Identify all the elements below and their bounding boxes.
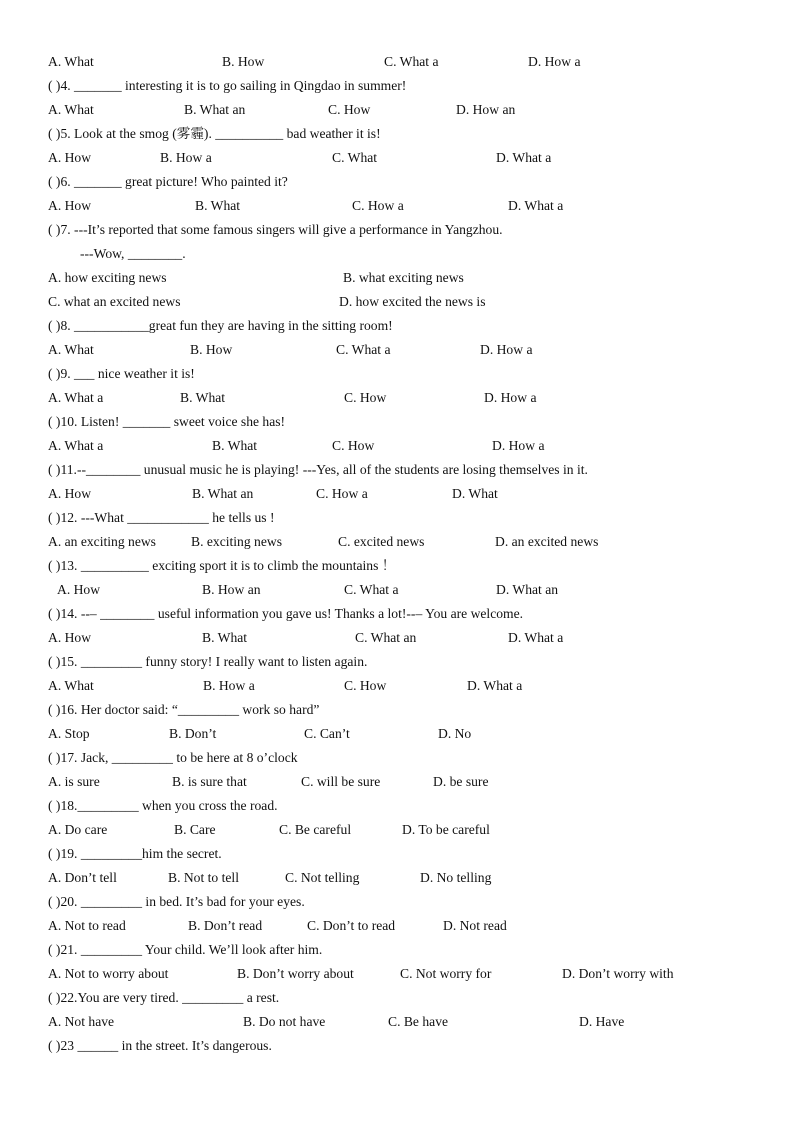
answer-option: C. What an <box>355 630 417 645</box>
answer-option: C. Not telling <box>285 870 360 885</box>
question-row <box>0 170 794 194</box>
answer-option: C. Don’t to read <box>307 918 396 933</box>
answer-option: B. What <box>212 438 258 453</box>
option-row <box>0 962 794 986</box>
question-row <box>0 410 794 434</box>
answer-option: C. What a <box>336 342 391 357</box>
answer-option: D. No <box>438 726 472 741</box>
answer-option: C. How a <box>352 198 404 213</box>
answer-option: D. What a <box>508 630 564 645</box>
answer-option: B. Don’t <box>169 726 217 741</box>
answer-option: B. What <box>180 390 226 405</box>
answer-option: D. What a <box>496 150 552 165</box>
answer-option: A. What a <box>48 390 104 405</box>
answer-option: B. How an <box>202 582 261 597</box>
answer-option: B. is sure that <box>172 774 247 789</box>
option-row <box>0 482 794 506</box>
answer-option: D. Don’t worry with <box>562 966 674 981</box>
answer-option: C. what an excited news <box>48 294 181 309</box>
answer-option: B. What <box>202 630 248 645</box>
question-row <box>0 362 794 386</box>
answer-option: D. What an <box>496 582 559 597</box>
answer-option: C. How <box>332 438 375 453</box>
answer-option: C. Be careful <box>279 822 352 837</box>
answer-option: A. Not to worry about <box>48 966 169 981</box>
question-text: ( )6. _______ great picture! Who painted it? <box>48 174 288 189</box>
question-text: ( )7. ---It’s reported that some famous singers will give a performance in Yangzhou. <box>48 222 503 237</box>
answer-option: D. What <box>452 486 498 501</box>
answer-option: C. How <box>344 678 387 693</box>
answer-option: A. How <box>48 150 92 165</box>
answer-option: D. Not read <box>443 918 507 933</box>
answer-option: A. Don’t tell <box>48 870 117 885</box>
question-row <box>0 314 794 338</box>
answer-option: B. exciting news <box>191 534 282 549</box>
answer-option: B. What an <box>192 486 254 501</box>
option-row <box>0 674 794 698</box>
question-row <box>0 74 794 98</box>
question-text: ( )13. __________ exciting sport it is to climb the mountains ！ <box>48 558 396 573</box>
question-row <box>0 218 794 242</box>
answer-option: D. How a <box>480 342 533 357</box>
question-text: ( )21. _________ Your child. We’ll look after him. <box>48 942 323 957</box>
question-text: ( )19. _________him the secret. <box>48 846 222 861</box>
question-text: ( )14. --– ________ useful information you gave us! Thanks a lot!--– You are welcome. <box>48 606 524 621</box>
question-row <box>0 122 794 146</box>
answer-option: C. Not worry for <box>400 966 492 981</box>
answer-option: A. Not to read <box>48 918 126 933</box>
question-text: ( )18._________ when you cross the road. <box>48 798 278 813</box>
answer-option: D. How a <box>528 54 581 69</box>
question-text: ( )4. _______ interesting it is to go sailing in Qingdao in summer! <box>48 78 407 93</box>
answer-option: C. How a <box>316 486 368 501</box>
answer-option: B. what exciting news <box>343 270 464 285</box>
question-row <box>0 986 794 1010</box>
answer-option: C. Be have <box>388 1014 449 1029</box>
option-row <box>0 338 794 362</box>
option-row <box>0 818 794 842</box>
option-row <box>0 98 794 122</box>
answer-option: C. excited news <box>338 534 425 549</box>
option-row <box>0 914 794 938</box>
option-row <box>0 194 794 218</box>
question-row <box>0 698 794 722</box>
answer-option: C. What <box>332 150 378 165</box>
answer-option: D. an excited news <box>495 534 599 549</box>
option-row <box>0 578 794 602</box>
answer-option: C. How <box>328 102 371 117</box>
answer-option: A. How <box>48 486 92 501</box>
question-row <box>0 794 794 818</box>
answer-option: D. What a <box>467 678 523 693</box>
answer-option: D. how excited the news is <box>339 294 486 309</box>
answer-option: B. Care <box>174 822 216 837</box>
option-row <box>0 146 794 170</box>
option-row <box>0 266 794 290</box>
answer-option: A. how exciting news <box>48 270 167 285</box>
question-text: ( )23 ______ in the street. It’s dangerous. <box>48 1038 272 1053</box>
question-text: ( )8. ___________great fun they are having in the sitting room! <box>48 318 393 333</box>
answer-option: D. No telling <box>420 870 492 885</box>
answer-option: B. Not to tell <box>168 870 239 885</box>
answer-option: B. What <box>195 198 241 213</box>
option-row <box>0 866 794 890</box>
answer-option: C. Can’t <box>304 726 350 741</box>
question-row <box>0 458 794 482</box>
answer-option: B. Don’t read <box>188 918 263 933</box>
answer-option: D. Have <box>579 1014 625 1029</box>
answer-option: A. How <box>48 630 92 645</box>
option-row <box>0 722 794 746</box>
question-text: ( )5. Look at the smog (雾霾). __________ bad weather it is! <box>48 126 381 141</box>
question-text: ( )11.--________ unusual music he is playing! ---Yes, all of the students are losing themselves in it. <box>48 462 588 477</box>
answer-option: A. How <box>57 582 101 597</box>
question-row <box>0 938 794 962</box>
answer-option: A. What <box>48 678 94 693</box>
answer-option: C. What a <box>384 54 439 69</box>
question-text: ---Wow, ________. <box>80 246 186 261</box>
question-row <box>0 1034 794 1058</box>
question-row <box>0 842 794 866</box>
answer-option: B. Do not have <box>243 1014 326 1029</box>
answer-option: A. is sure <box>48 774 100 789</box>
question-row <box>0 650 794 674</box>
answer-option: A. Do care <box>48 822 108 837</box>
question-text: ( )22.You are very tired. _________ a rest. <box>48 990 280 1005</box>
answer-option: A. an exciting news <box>48 534 156 549</box>
answer-option: C. will be sure <box>301 774 381 789</box>
answer-option: A. Not have <box>48 1014 115 1029</box>
question-text: ( )20. _________ in bed. It’s bad for your eyes. <box>48 894 305 909</box>
answer-option: A. How <box>48 198 92 213</box>
answer-option: A. What <box>48 102 94 117</box>
answer-option: D. How an <box>456 102 516 117</box>
option-row <box>0 386 794 410</box>
question-row <box>0 890 794 914</box>
option-row <box>0 1010 794 1034</box>
question-row <box>0 746 794 770</box>
option-row <box>0 530 794 554</box>
question-text: ( )17. Jack, _________ to be here at 8 o’clock <box>48 750 298 765</box>
answer-option: B. How a <box>160 150 212 165</box>
question-text: ( )10. Listen! _______ sweet voice she has! <box>48 414 286 429</box>
option-row <box>0 770 794 794</box>
question-row <box>0 242 794 266</box>
answer-option: B. How <box>222 54 265 69</box>
option-row <box>0 290 794 314</box>
answer-option: A. What <box>48 342 94 357</box>
answer-option: B. What an <box>184 102 246 117</box>
answer-option: C. How <box>344 390 387 405</box>
answer-option: A. What <box>48 54 94 69</box>
answer-option: D. What a <box>508 198 564 213</box>
question-text: ( )9. ___ nice weather it is! <box>48 366 195 381</box>
answer-option: D. How a <box>492 438 545 453</box>
option-row <box>0 434 794 458</box>
answer-option: A. What a <box>48 438 104 453</box>
answer-option: B. How <box>190 342 233 357</box>
answer-option: B. Don’t worry about <box>237 966 354 981</box>
answer-option: D. be sure <box>433 774 489 789</box>
answer-option: D. To be careful <box>402 822 490 837</box>
answer-option: B. How a <box>203 678 255 693</box>
question-row <box>0 554 794 578</box>
question-text: ( )12. ---What ____________ he tells us ! <box>48 510 275 525</box>
question-text: ( )15. _________ funny story! I really want to listen again. <box>48 654 368 669</box>
question-row <box>0 506 794 530</box>
answer-option: D. How a <box>484 390 537 405</box>
option-row <box>0 626 794 650</box>
answer-option: A. Stop <box>48 726 90 741</box>
question-text: ( )16. Her doctor said: “_________ work so hard” <box>48 702 320 717</box>
answer-option: C. What a <box>344 582 399 597</box>
option-row <box>0 50 794 74</box>
question-row <box>0 602 794 626</box>
